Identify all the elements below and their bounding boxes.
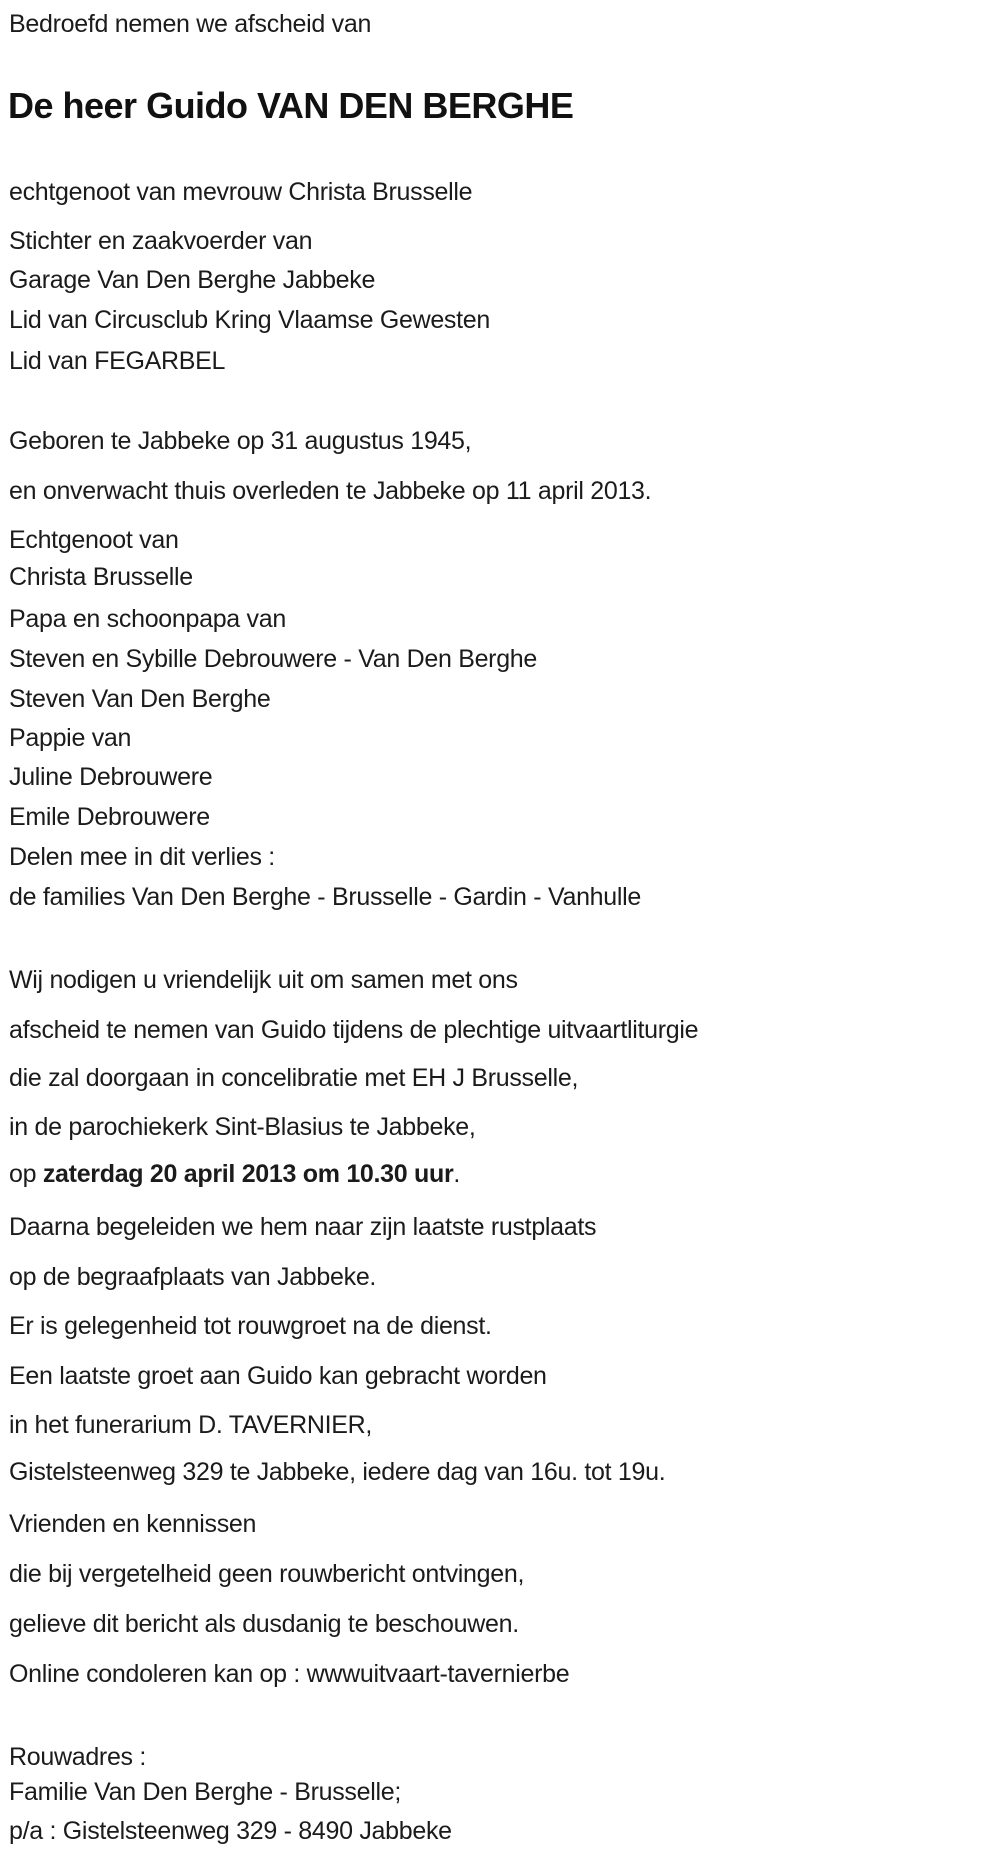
family-line: Christa Brusselle <box>9 563 193 591</box>
detail-line: gelieve dit bericht als dusdanig te beschouwen. <box>9 1610 519 1638</box>
address-line: p/a : Gistelsteenweg 329 - 8490 Jabbeke <box>9 1817 452 1845</box>
family-line: Papa en schoonpapa van <box>9 605 286 633</box>
ceremony-date-suffix: . <box>453 1160 461 1188</box>
detail-line: in het funerarium D. TAVERNIER, <box>9 1411 373 1439</box>
online-condolence-line: Online condoleren kan op : wwwuitvaart-tavernierbe <box>9 1660 570 1688</box>
intro-line: Bedroefd nemen we afscheid van <box>9 10 372 38</box>
ceremony-date-line <box>9 1160 460 1189</box>
detail-line: op de begraafplaats van Jabbeke. <box>9 1263 377 1291</box>
family-line: Echtgenoot van <box>9 526 179 554</box>
detail-line: Daarna begeleiden we hem naar zijn laatste rustplaats <box>9 1213 597 1241</box>
detail-line: Er is gelegenheid tot rouwgroet na de dienst. <box>9 1312 492 1340</box>
invitation-line: Wij nodigen u vriendelijk uit om samen met ons <box>9 966 518 994</box>
role-line: Stichter en zaakvoerder van <box>9 227 313 255</box>
family-line: Pappie van <box>9 724 132 752</box>
family-line: de families Van Den Berghe - Brusselle - Gardin - Vanhulle <box>9 883 641 911</box>
role-line: Garage Van Den Berghe Jabbeke <box>9 266 376 294</box>
detail-line: Gistelsteenweg 329 te Jabbeke, iedere dag van 16u. tot 19u. <box>9 1458 666 1486</box>
deceased-name-title: De heer Guido VAN DEN BERGHE <box>8 85 574 126</box>
spouse-line: echtgenoot van mevrouw Christa Brusselle <box>9 178 473 206</box>
birth-line: Geboren te Jabbeke op 31 augustus 1945, <box>9 427 472 455</box>
detail-line: Een laatste groet aan Guido kan gebracht worden <box>9 1362 547 1390</box>
family-line: Steven en Sybille Debrouwere - Van Den Berghe <box>9 645 538 673</box>
mourning-address-label: Rouwadres : <box>9 1743 147 1771</box>
detail-line: Vrienden en kennissen <box>9 1510 257 1538</box>
death-line: en onverwacht thuis overleden te Jabbeke op 11 april 2013. <box>9 477 652 505</box>
ceremony-date-bold: zaterdag 20 april 2013 om 10.30 uur <box>42 1160 454 1188</box>
invitation-line: die zal doorgaan in concelibratie met EH J Brusselle, <box>9 1064 579 1092</box>
family-line: Juline Debrouwere <box>9 763 213 791</box>
invitation-line: in de parochiekerk Sint-Blasius te Jabbeke, <box>9 1113 476 1141</box>
family-line: Steven Van Den Berghe <box>9 685 271 713</box>
address-line: Familie Van Den Berghe - Brusselle; <box>9 1778 401 1806</box>
role-line: Lid van Circusclub Kring Vlaamse Gewesten <box>9 306 490 334</box>
family-line: Emile Debrouwere <box>9 803 210 831</box>
detail-line: die bij vergetelheid geen rouwbericht ontvingen, <box>9 1560 525 1588</box>
invitation-line: afscheid te nemen van Guido tijdens de plechtige uitvaartliturgie <box>9 1016 699 1044</box>
role-line: Lid van FEGARBEL <box>9 347 226 375</box>
family-line: Delen mee in dit verlies : <box>9 843 275 871</box>
ceremony-date-prefix: op <box>9 1160 43 1188</box>
